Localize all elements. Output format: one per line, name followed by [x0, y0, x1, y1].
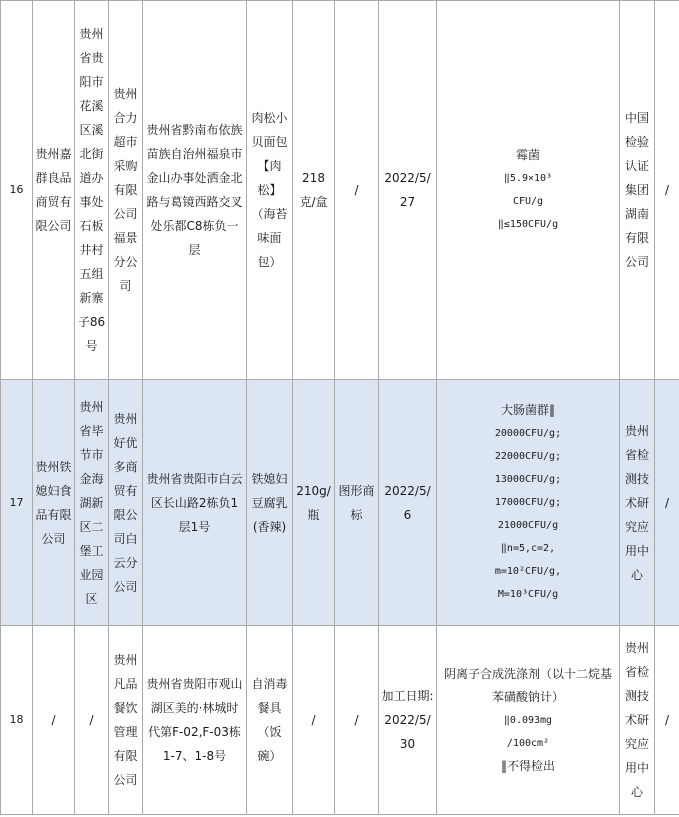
producer-address: /: [75, 626, 109, 815]
remark: /: [655, 626, 679, 815]
row-number: 16: [1, 1, 33, 380]
result-line: M=10³CFU/g: [497, 589, 559, 600]
seller-name: 贵州好优多商贸有限公司白云分公司: [109, 380, 143, 626]
producer-name: 贵州铁媳妇食品有限公司: [33, 380, 75, 626]
result-line: ‖0.093mg: [503, 714, 553, 726]
brand: 图形商标: [335, 380, 379, 626]
result-line: 21000CFU/g: [497, 520, 559, 531]
producer-name: 贵州嘉群良品商贸有限公司: [33, 1, 75, 380]
test-result: [437, 380, 620, 626]
result-line: 阴离子合成洗涤剂（以十二烷基苯磺酸钠计）: [443, 666, 612, 704]
specification: /: [293, 626, 335, 815]
seller-address: 贵州省贵阳市观山湖区美的·林城时代第F-02,F-03栋1-7、1-8号: [143, 626, 247, 815]
row-number: 18: [1, 626, 33, 815]
producer-address: 贵州省毕节市金海湖新区二堡工业园区: [75, 380, 109, 626]
testing-agency: 贵州省检测技术研究应用中心: [620, 626, 655, 815]
remark: /: [655, 380, 679, 626]
production-date: 2022/5/27: [379, 1, 437, 380]
result-line: CFU/g: [512, 196, 544, 207]
testing-agency: 贵州省检测技术研究应用中心: [620, 380, 655, 626]
result-line: /100cm²: [506, 737, 550, 749]
result-line: 22000CFU/g;: [494, 451, 562, 462]
seller-address: 贵州省黔南布依族苗族自治州福泉市金山办事处洒金北路与葛镜西路交叉处乐都C8栋负一层: [143, 1, 247, 380]
table-row: [1, 1, 679, 380]
result-line: ‖≤150CFU/g: [497, 219, 559, 230]
test-result: [437, 1, 620, 380]
brand: /: [335, 1, 379, 380]
product-name: 肉松小贝面包【肉松】（海苔味面包）: [247, 1, 293, 380]
result-line: ‖5.9×10³: [503, 173, 553, 184]
seller-address: 贵州省贵阳市白云区长山路2栋负1层1号: [143, 380, 247, 626]
seller-name: 贵州合力超市采购有限公司福景分公司: [109, 1, 143, 380]
producer-name: /: [33, 626, 75, 815]
table-row: [1, 626, 679, 815]
test-result: [437, 626, 620, 815]
result-line: m=10²CFU/g,: [494, 566, 562, 577]
result-line: 大肠菌群‖: [500, 403, 555, 417]
producer-address: 贵州省贵阳市花溪区溪北街道办事处石板井村五组新寨子86号: [75, 1, 109, 380]
production-date: 加工日期:2022/5/30: [379, 626, 437, 815]
result-line: ‖不得检出: [500, 758, 555, 773]
result-line: 17000CFU/g;: [494, 497, 562, 508]
row-number: 17: [1, 380, 33, 626]
specification: 210g/瓶: [293, 380, 335, 626]
testing-agency: 中国检验认证集团湖南有限公司: [620, 1, 655, 380]
result-line: ‖n=5,c=2,: [500, 543, 556, 554]
result-line: 霉菌: [515, 148, 540, 162]
specification: 218克/盒: [293, 1, 335, 380]
product-name: 铁媳妇豆腐乳(香辣): [247, 380, 293, 626]
result-line: 13000CFU/g;: [494, 474, 562, 485]
product-name: 自消毒餐具（饭碗）: [247, 626, 293, 815]
production-date: 2022/5/6: [379, 380, 437, 626]
result-line: 20000CFU/g;: [494, 428, 562, 439]
remark: /: [655, 1, 679, 380]
table-row: [1, 380, 679, 626]
seller-name: 贵州凡品餐饮管理有限公司: [109, 626, 143, 815]
brand: /: [335, 626, 379, 815]
